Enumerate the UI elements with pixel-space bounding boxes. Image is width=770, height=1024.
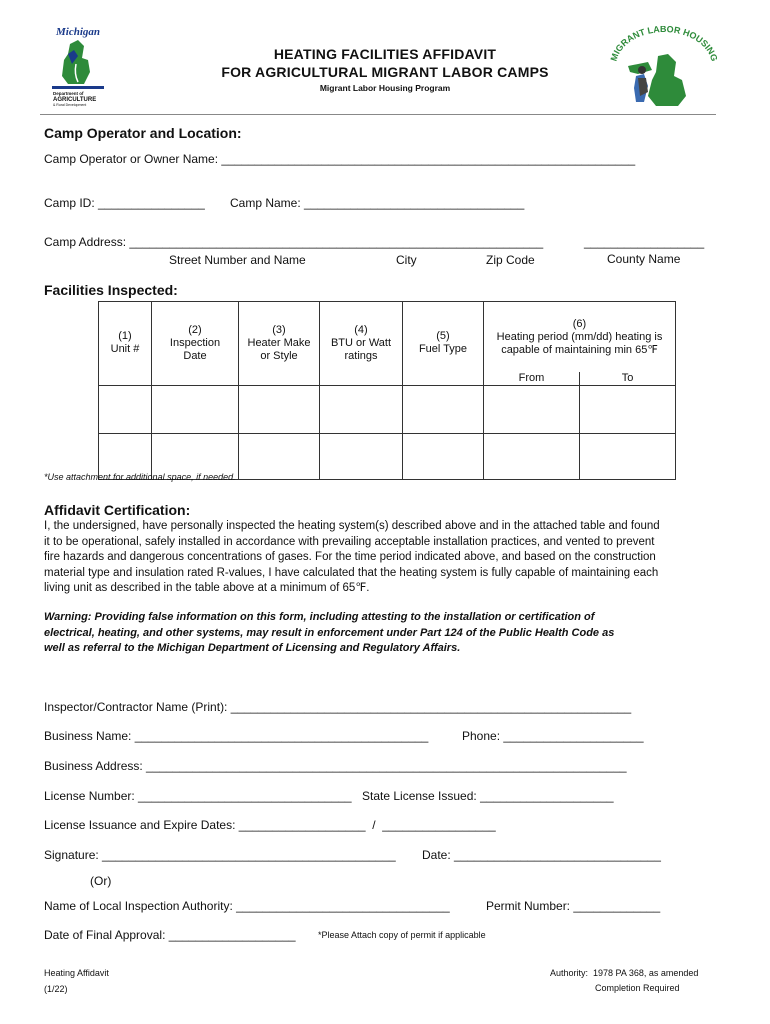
final-approval-field[interactable]: Date of Final Approval: ___________________: [44, 928, 296, 942]
logo-script-text: Michigan: [55, 26, 101, 38]
header-unit: (1) Unit #: [99, 302, 152, 386]
form-title-line1: HEATING FACILITIES AFFIDAVIT: [273, 46, 497, 62]
camp-section-heading: Camp Operator and Location:: [44, 125, 242, 141]
cell-btu-1[interactable]: [320, 385, 403, 433]
business-address-field[interactable]: Business Address: ________________________________________________________________________: [44, 759, 627, 773]
cell-fuel-2[interactable]: [403, 433, 484, 479]
footer-completion: Completion Required: [595, 983, 680, 993]
footer-form-revision: (1/22): [44, 984, 68, 994]
certification-heading: Affidavit Certification:: [44, 502, 191, 518]
city-caption: City: [396, 253, 417, 267]
inspector-name-field[interactable]: Inspector/Contractor Name (Print): ____________________________________________________________: [44, 700, 632, 714]
footer-authority: Authority: 1978 PA 368, as amended: [550, 968, 699, 978]
header-fuel-type: (5) Fuel Type: [403, 302, 484, 386]
header-heater-make: (3) Heater Make or Style: [239, 302, 320, 386]
program-name: Migrant Labor Housing Program: [319, 83, 451, 93]
phone-field[interactable]: Phone: _____________________: [462, 729, 644, 743]
cell-from-1[interactable]: [484, 385, 580, 433]
owner-name-field[interactable]: Camp Operator or Owner Name: ______________________________________________________________: [44, 152, 636, 166]
business-name-field[interactable]: Business Name: ____________________________________________: [44, 729, 429, 743]
camp-name-field[interactable]: Camp Name: _________________________________: [230, 196, 525, 210]
inspection-authority-field[interactable]: Name of Local Inspection Authority: ________________________________: [44, 899, 450, 913]
facilities-section-heading: Facilities Inspected:: [44, 282, 178, 298]
header-heating-period: (6) Heating period (mm/dd) heating is capable of maintaining min 65℉: [484, 302, 676, 372]
or-label: (Or): [90, 874, 112, 888]
migrant-labor-housing-logo: [608, 26, 718, 110]
state-license-field[interactable]: State License Issued: ____________________: [362, 789, 614, 803]
county-caption: County Name: [607, 252, 681, 266]
permit-note: *Please Attach copy of permit if applicable: [318, 930, 486, 940]
permit-number-field[interactable]: Permit Number: _____________: [486, 899, 661, 913]
camp-address-field[interactable]: Camp Address: ______________________________________________________________: [44, 235, 544, 249]
camp-id-field[interactable]: Camp ID: ________________: [44, 196, 205, 210]
cell-make-1[interactable]: [239, 385, 320, 433]
cell-fuel-1[interactable]: [403, 385, 484, 433]
header-to: To: [580, 372, 676, 386]
signature-field[interactable]: Signature: ____________________________________________: [44, 848, 396, 862]
attachment-note: *Use attachment for additional space, if needed.: [44, 472, 236, 482]
cell-btu-2[interactable]: [320, 433, 403, 479]
facilities-table: [98, 301, 676, 480]
zip-caption: Zip Code: [486, 253, 535, 267]
date-field[interactable]: Date: _______________________________: [422, 848, 661, 862]
street-caption: Street Number and Name: [169, 253, 306, 267]
license-number-field[interactable]: License Number: ________________________________: [44, 789, 352, 803]
header-from: From: [484, 372, 580, 386]
header-inspection-date: (2) Inspection Date: [152, 302, 239, 386]
cell-to-2[interactable]: [580, 433, 676, 479]
county-field[interactable]: __________________: [584, 235, 705, 249]
certification-text: I, the undersigned, have personally inspected the heating system(s) described above and in the attached table and found it to be operational, safely installed in accordance with prevailing acceptable installation practices, and vented to prevent fire hazards and dangerous concentrations of gases. For the time period indicated above, and based on the construction material type and insulation rated R-values, I have calculated that the heating system is fully capable of maintaining each living unit as described in the table above at a minimum of 65℉.: [44, 520, 660, 594]
cell-make-2[interactable]: [239, 433, 320, 479]
cell-from-2[interactable]: [484, 433, 580, 479]
header-divider: [40, 114, 716, 115]
header-btu-rating: (4) BTU or Watt ratings: [320, 302, 403, 386]
warning-text: Warning: Providing false information on this form, including attesting to the installation or certification of electrical, heating, and other systems, may result in enforcement under Part 124 of the Public Health Code as well as referral to the Michigan Department of Licensing and Regulatory Affairs.: [44, 611, 615, 654]
logo-arc-text: MIGRANT LABOR HOUSIN: [608, 26, 717, 63]
form-title-line2: FOR AGRICULTURAL MIGRANT LABOR CAMPS: [221, 64, 549, 80]
svg-text:AGRICULTURE: AGRICULTURE: [53, 97, 97, 103]
svg-text:& Rural Development: & Rural Development: [53, 103, 87, 107]
cell-unit-1[interactable]: [99, 385, 152, 433]
footer-form-name: Heating Affidavit: [44, 968, 109, 978]
cell-date-1[interactable]: [152, 385, 239, 433]
cell-to-1[interactable]: [580, 385, 676, 433]
license-dates-field[interactable]: License Issuance and Expire Dates: ___________________ / _________________: [44, 818, 496, 832]
svg-text:Department of: Department of: [53, 91, 84, 96]
